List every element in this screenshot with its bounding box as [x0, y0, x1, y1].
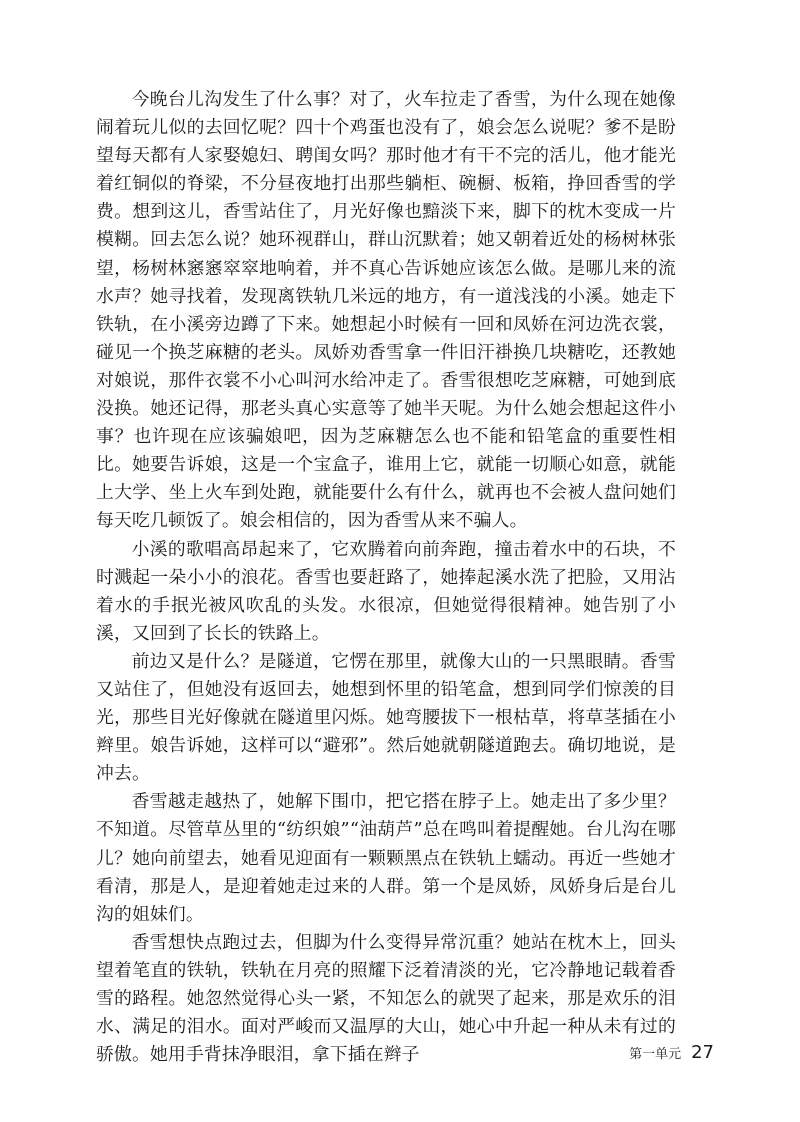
page-body: [96, 86, 676, 1069]
paragraph-1: 今晚台儿沟发生了什么事？对了，火车拉走了香雪，为什么现在她像闹着玩儿似的去回忆呢？四十个鸡蛋也没有了，娘会怎么说呢？爹不是盼望每天都有人家娶媳妇、聘闺女吗？那时他才有干不完的活儿，他才能光着红铜似的脊梁，不分昼夜地打出那些躺柜、碗橱、板箱，挣回香雪的学费。想到这儿，香雪站住了，月光好像也黯淡下来，脚下的枕木变成一片模糊。回去怎么说？她环视群山，群山沉默着；她又朝着近处的杨树林张望，杨树林窸窸窣窣地响着，并不真心告诉她应该怎么做。是哪儿来的流水声？她寻找着，发现离铁轨几米远的地方，有一道浅浅的小溪。她走下铁轨，在小溪旁边蹲了下来。她想起小时候有一回和凤娇在河边洗衣裳，碰见一个换芝麻糖的老头。凤娇劝香雪拿一件旧汗褂换几块糖吃，还教她对娘说，那件衣裳不小心叫河水给冲走了。香雪很想吃芝麻糖，可她到底没换。她还记得，那老头真心实意等了她半天呢。为什么她会想起这件小事？也许现在应该骗娘吧，因为芝麻糖怎么也不能和铅笔盒的重要性相比。她要告诉娘，这是一个宝盒子，谁用上它，就能一切顺心如意，就能上大学、坐上火车到处跑，就能要什么有什么，就再也不会被人盘问她们每天吃几顿饭了。娘会相信的，因为香雪从来不骗人。: [96, 89, 676, 532]
paragraph-3: 前边又是什么？是隧道，它愣在那里，就像大山的一只黑眼睛。香雪又站住了，但她没有返回去，她想到怀里的铅笔盒，想到同学们惊羡的目光，那些目光好像就在隧道里闪烁。她弯腰拔下一根枯草，将草茎插在小辫里。娘告诉她，这样可以“避邪”。然后她就朝隧道跑去。确切地说，是冲去。: [96, 650, 676, 785]
paragraph-5: 香雪想快点跑过去，但脚为什么变得异常沉重？她站在枕木上，回头望着笔直的铁轨，铁轨在月亮的照耀下泛着清淡的光，它冷静地记载着香雪的路程。她忽然觉得心头一紧，不知怎么的就哭了起来，那是欢乐的泪水、满足的泪水。面对严峻而又温厚的大山，她心中升起一种从未有过的骄傲。她用手背抹净眼泪，拿下插在辫子: [96, 931, 676, 1066]
unit-label: 第一单元: [629, 1047, 682, 1062]
paragraph-4: 香雪越走越热了，她解下围巾，把它搭在脖子上。她走出了多少里？不知道。尽管草丛里的“纺织娘”“油葫芦”总在鸣叫着提醒她。台儿沟在哪儿？她向前望去，她看见迎面有一颗颗黑点在铁轨上蠕动。再近一些她才看清，那是人，是迎着她走过来的人群。第一个是凤娇，凤娇身后是台儿沟的姐妹们。: [96, 791, 676, 925]
page-number: 27: [691, 1042, 714, 1063]
paragraph-2: 小溪的歌唱高昂起来了，它欢腾着向前奔跑，撞击着水中的石块，不时溅起一朵小小的浪花。香雪也要赶路了，她捧起溪水洗了把脸，又用沾着水的手抿光被风吹乱的头发。水很凉，但她觉得很精神。她告别了小溪，又回到了长长的铁路上。: [96, 538, 676, 644]
page-footer: [629, 1042, 714, 1063]
